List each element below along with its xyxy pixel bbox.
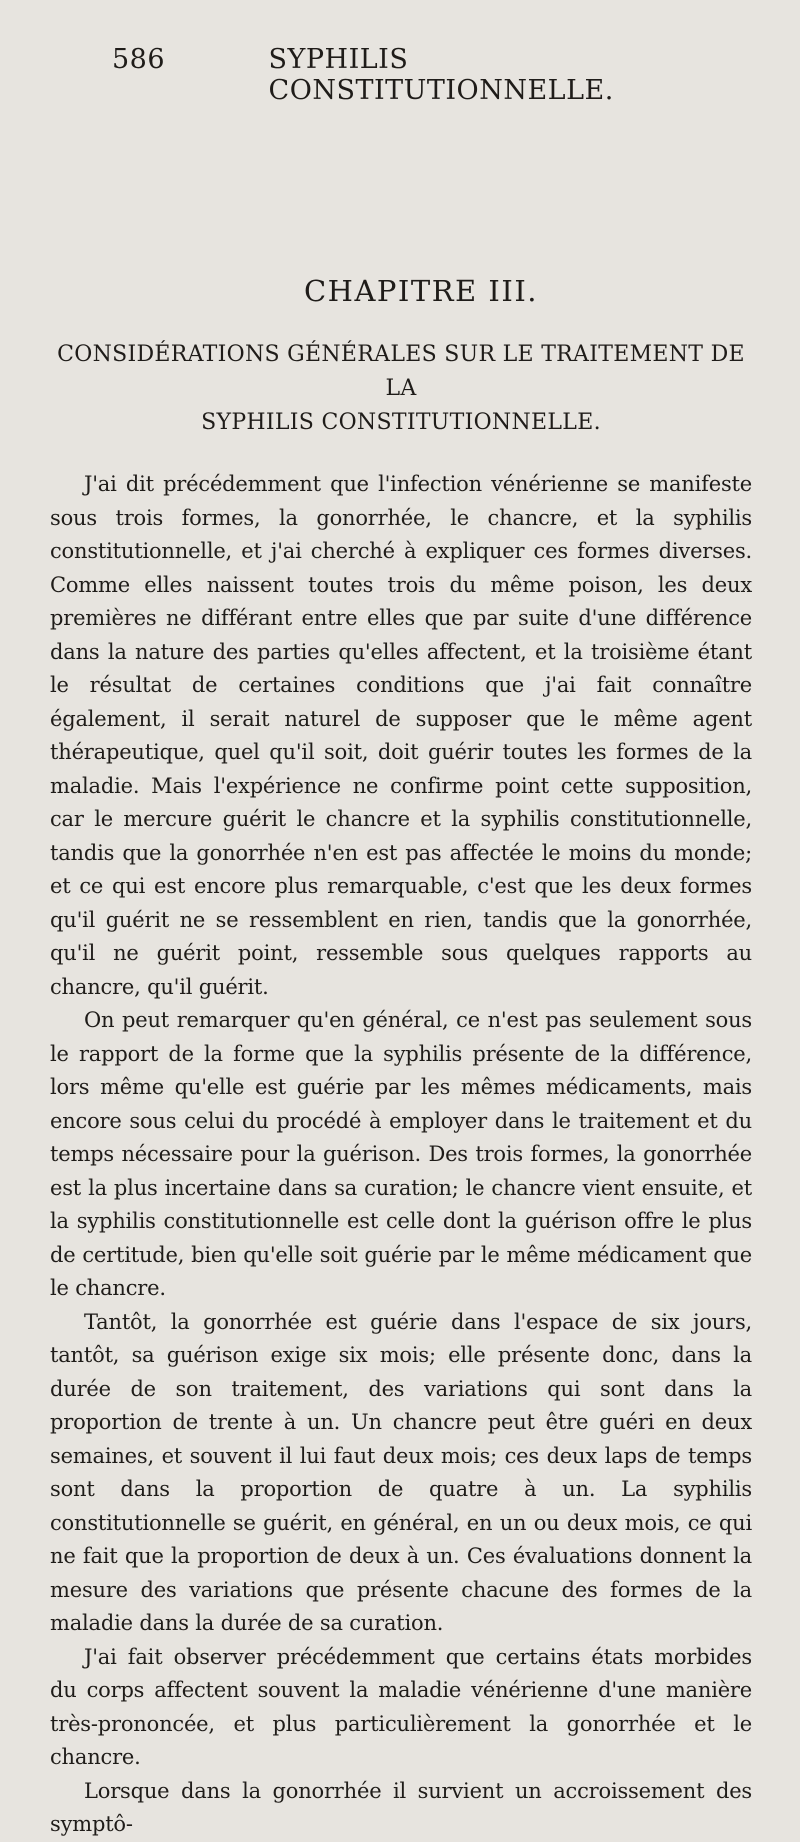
chapter-title: CHAPITRE III.: [303, 274, 539, 308]
paragraph: J'ai fait observer précédemment que certains états morbides du corps affectent souvent la maladie vénérienne d'une manière très-prononcée, et plus particulièrement la gonorrhée et le chancre.: [50, 1644, 752, 1769]
section-title-line-1: CONSIDÉRATIONS GÉNÉRALES SUR LE TRAITEMENT DE LA: [57, 342, 745, 401]
page-number: 586: [112, 44, 166, 75]
running-title: SYPHILIS CONSTITUTIONNELLE.: [268, 44, 614, 106]
running-head: [112, 44, 752, 106]
section-title-line-2: SYPHILIS CONSTITUTIONNELLE.: [201, 410, 601, 435]
paragraph: On peut remarquer qu'en général, ce n'est pas seulement sous le rapport de la forme que la syphilis présente de la différence, lors même qu'elle est guérie par les mêmes médicaments, mais encore sous celui du procédé à employer dans le traitement et du temps nécessaire pour la guérison. Des trois formes, la gonorrhée est la plus incertaine dans sa curation; le chancre vient ensuite, et la syphilis constitutionnelle est celle dont la guérison offre le plus de certitude, bien qu'elle soit guérie par le même médicament que le chancre.: [50, 1008, 752, 1300]
paragraph: Lorsque dans la gonorrhée il survient un accroissement des symptô-: [50, 1778, 752, 1836]
paragraph: J'ai dit précédemment que l'infection vénérienne se manifeste sous trois formes, la gonorrhée, le chancre, et la syphilis constitutionnelle, et j'ai cherché à expliquer ces formes diverses. Comme elles naissent toutes trois du même poison, les deux premières ne différant entre elles que par suite d'une différence dans la nature des parties qu'elles affectent, et la troisième étant le résultat de certaines conditions que j'ai fait connaître également, il serait naturel de supposer que le même agent thérapeutique, quel qu'il soit, doit guérir toutes les formes de la maladie. Mais l'expérience ne confirme point cette supposition, car le mercure guérit le chancre et la syphilis constitutionnelle, tandis que la gonorrhée n'en est pas affectée le moins du monde; et ce qui est encore plus remarquable, c'est que les deux formes qu'il guérit ne se ressemblent en rien, tandis que la gonorrhée, qu'il ne guérit point, ressemble sous quelques rapports au chancre, qu'il guérit.: [50, 472, 752, 999]
section-title: [50, 338, 752, 440]
body-text: [50, 468, 752, 1842]
paragraph: Tantôt, la gonorrhée est guérie dans l'espace de six jours, tantôt, sa guérison exige six mois; elle présente donc, dans la durée de son traitement, des variations qui sont dans la proportion de trente à un. Un chancre peut être guéri en deux semaines, et souvent il lui faut deux mois; ces deux laps de temps sont dans la proportion de quatre à un. La syphilis constitutionnelle se guérit, en général, en un ou deux mois, ce qui ne fait que la proportion de deux à un. Ces évaluations donnent la mesure des variations que présente chacune des formes de la maladie dans la durée de sa curation.: [50, 1309, 752, 1635]
